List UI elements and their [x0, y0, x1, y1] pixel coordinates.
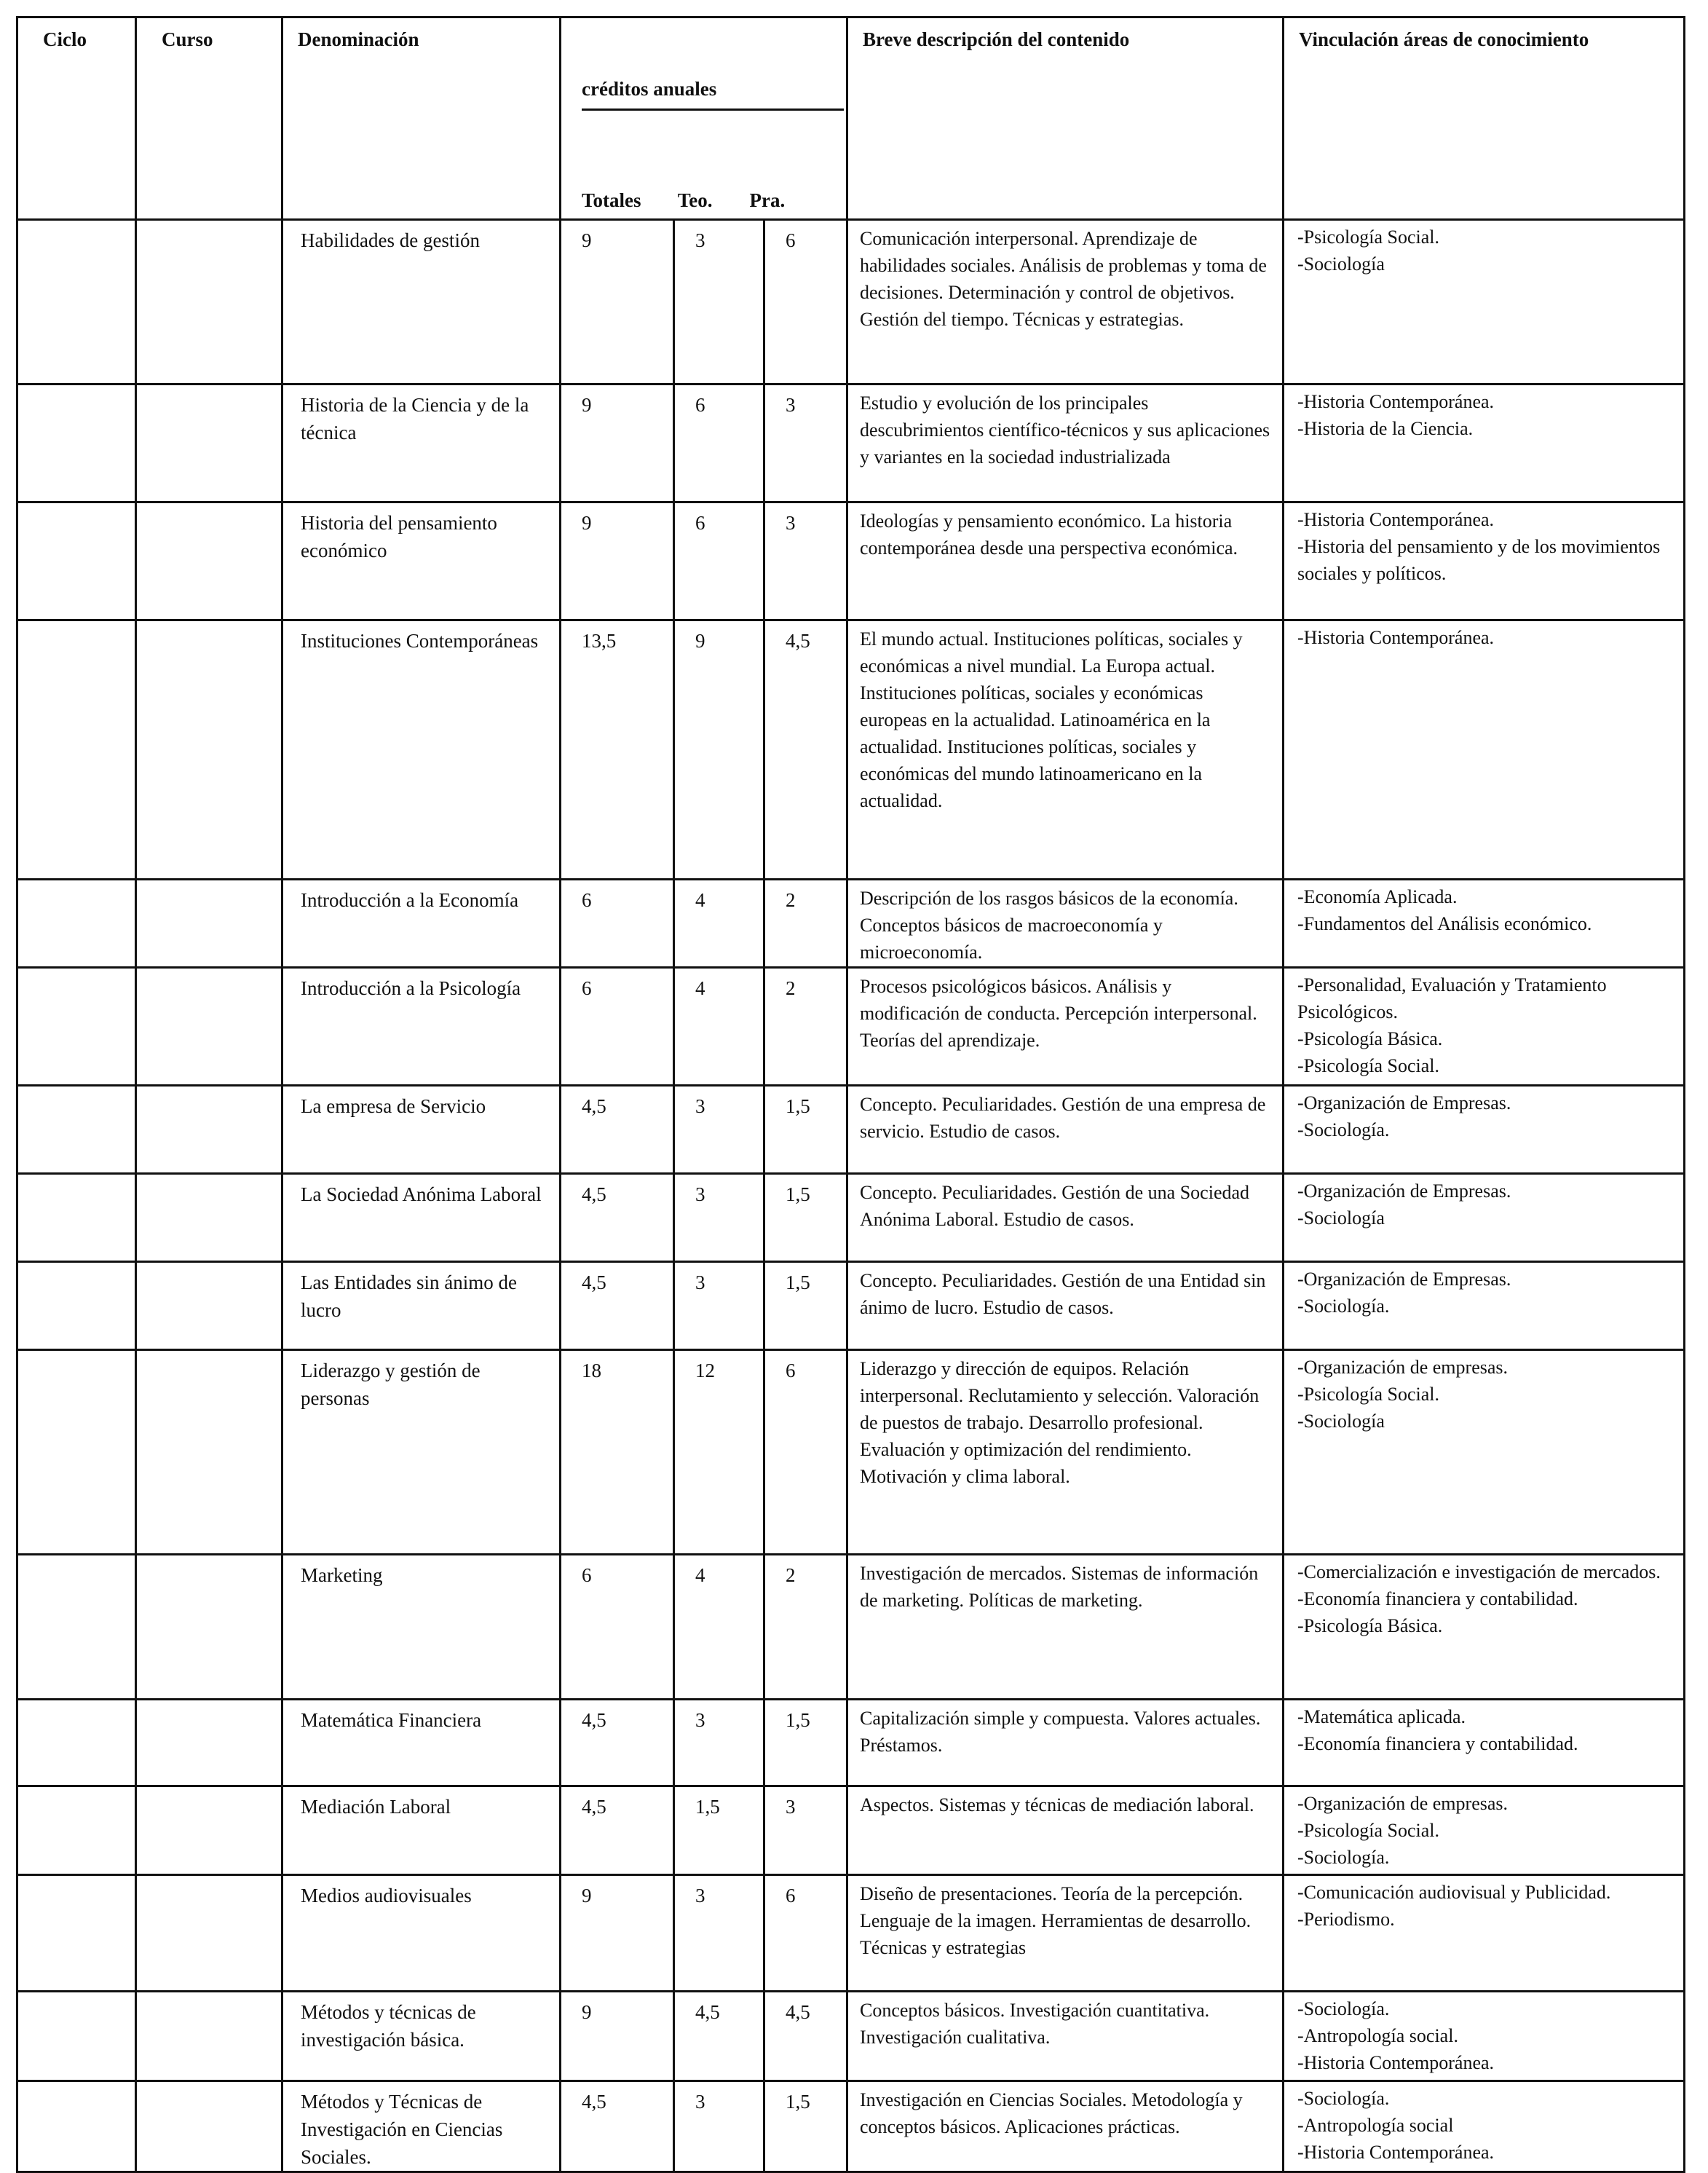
credits-pra: 1,5	[764, 1174, 847, 1262]
knowledge-areas	[1284, 880, 1685, 968]
ciclo-cell	[17, 880, 136, 968]
credits-pra: 1,5	[764, 1086, 847, 1174]
knowledge-area-item: -Personalidad, Evaluación y Tratamiento Psicológicos.	[1297, 974, 1607, 1022]
curso-cell	[136, 1350, 282, 1555]
subject-name: Métodos y Técnicas de Investigación en Ciencias Sociales.	[282, 2081, 561, 2172]
knowledge-areas	[1284, 1086, 1685, 1174]
credits-total: 9	[561, 1992, 674, 2081]
content-description: Concepto. Peculiaridades. Gestión de una Sociedad Anónima Laboral. Estudio de casos.	[847, 1174, 1284, 1262]
credits-total: 4,5	[561, 1174, 674, 1262]
content-description: Estudio y evolución de los principales descubrimientos científico-técnicos y sus aplicaciones y variantes en la sociedad industrializada	[847, 384, 1284, 502]
content-description: Capitalización simple y compuesta. Valores actuales. Préstamos.	[847, 1700, 1284, 1786]
credits-teo: 4	[674, 880, 764, 968]
subject-name: Las Entidades sin ánimo de lucro	[282, 1262, 561, 1350]
credits-teo: 3	[674, 1700, 764, 1786]
knowledge-area-item: -Psicología Social.	[1297, 226, 1439, 248]
knowledge-areas	[1284, 968, 1685, 1086]
subject-name: Introducción a la Psicología	[282, 968, 561, 1086]
table-row	[17, 1555, 1685, 1700]
knowledge-area-item: -Economía financiera y contabilidad.	[1297, 1588, 1578, 1609]
credits-teo: 3	[674, 1262, 764, 1350]
header-ciclo: Ciclo	[17, 17, 136, 220]
content-description: Concepto. Peculiaridades. Gestión de una empresa de servicio. Estudio de casos.	[847, 1086, 1284, 1174]
table-row	[17, 1786, 1685, 1875]
curso-cell	[136, 968, 282, 1086]
header-totales: Totales	[582, 189, 641, 211]
creditos-anuales-label: créditos anuales	[582, 75, 844, 111]
content-description: Descripción de los rasgos básicos de la economía. Conceptos básicos de macroeconomía y microeconomía.	[847, 880, 1284, 968]
knowledge-area-item: -Historia Contemporánea.	[1297, 2142, 1495, 2163]
curso-cell	[136, 1555, 282, 1700]
credits-pra: 3	[764, 384, 847, 502]
table-row	[17, 1875, 1685, 1992]
table-row	[17, 880, 1685, 968]
subject-name: Habilidades de gestión	[282, 220, 561, 384]
knowledge-areas	[1284, 1555, 1685, 1700]
content-description: Investigación en Ciencias Sociales. Metodología y conceptos básicos. Aplicaciones prácticas.	[847, 2081, 1284, 2172]
ciclo-cell	[17, 1350, 136, 1555]
content-description: Conceptos básicos. Investigación cuantitativa. Investigación cualitativa.	[847, 1992, 1284, 2081]
knowledge-areas	[1284, 220, 1685, 384]
credits-teo: 3	[674, 220, 764, 384]
credits-teo: 6	[674, 384, 764, 502]
knowledge-areas	[1284, 1875, 1685, 1992]
table-row	[17, 968, 1685, 1086]
curso-cell	[136, 220, 282, 384]
credits-teo: 4	[674, 1555, 764, 1700]
knowledge-area-item: -Historia del pensamiento y de los movimientos sociales y políticos.	[1297, 536, 1661, 584]
credits-teo: 4,5	[674, 1992, 764, 2081]
credits-total: 6	[561, 968, 674, 1086]
ciclo-cell	[17, 1786, 136, 1875]
ciclo-cell	[17, 1555, 136, 1700]
credits-pra: 1,5	[764, 1700, 847, 1786]
knowledge-area-item: -Sociología.	[1297, 1847, 1390, 1868]
header-creditos	[561, 17, 847, 220]
knowledge-area-item: -Historia Contemporánea.	[1297, 391, 1495, 412]
header-denominacion: Denominación	[282, 17, 561, 220]
subject-name: Métodos y técnicas de investigación básica.	[282, 1992, 561, 2081]
subject-name: Historia del pensamiento económico	[282, 502, 561, 620]
knowledge-area-item: -Organización de empresas.	[1297, 1793, 1509, 1814]
knowledge-area-item: -Historia de la Ciencia.	[1297, 418, 1474, 439]
credits-pra: 3	[764, 1786, 847, 1875]
subject-name: Marketing	[282, 1555, 561, 1700]
knowledge-areas	[1284, 1786, 1685, 1875]
credits-teo: 3	[674, 1174, 764, 1262]
knowledge-area-item: -Fundamentos del Análisis económico.	[1297, 913, 1592, 934]
ciclo-cell	[17, 1875, 136, 1992]
header-teo: Teo.	[677, 189, 713, 211]
ciclo-cell	[17, 2081, 136, 2172]
curso-cell	[136, 1786, 282, 1875]
curso-cell	[136, 880, 282, 968]
credits-total: 9	[561, 502, 674, 620]
curso-cell	[136, 1086, 282, 1174]
credits-pra: 6	[764, 1875, 847, 1992]
table-row	[17, 1992, 1685, 2081]
credits-total: 4,5	[561, 1700, 674, 1786]
credits-pra: 2	[764, 968, 847, 1086]
knowledge-area-item: -Psicología Básica.	[1297, 1028, 1443, 1049]
knowledge-area-item: -Antropología social	[1297, 2115, 1454, 2136]
credits-total: 13,5	[561, 620, 674, 880]
credits-total: 6	[561, 1555, 674, 1700]
credits-total: 18	[561, 1350, 674, 1555]
curso-cell	[136, 620, 282, 880]
credits-total: 4,5	[561, 1786, 674, 1875]
credits-pra: 2	[764, 880, 847, 968]
knowledge-area-item: -Comercialización e investigación de mercados.	[1297, 1561, 1661, 1582]
credits-total: 9	[561, 384, 674, 502]
credits-pra: 6	[764, 220, 847, 384]
header-pra: Pra.	[749, 189, 786, 211]
knowledge-area-item: -Organización de Empresas.	[1297, 1180, 1511, 1202]
knowledge-area-item: -Organización de Empresas.	[1297, 1269, 1511, 1290]
credits-teo: 3	[674, 2081, 764, 2172]
subject-name: Liderazgo y gestión de personas	[282, 1350, 561, 1555]
knowledge-area-item: -Psicología Básica.	[1297, 1615, 1443, 1636]
subject-name: Matemática Financiera	[282, 1700, 561, 1786]
content-description: Investigación de mercados. Sistemas de información de marketing. Políticas de marketing.	[847, 1555, 1284, 1700]
knowledge-areas	[1284, 1174, 1685, 1262]
knowledge-areas	[1284, 1262, 1685, 1350]
credits-pra: 4,5	[764, 1992, 847, 2081]
subject-name: La empresa de Servicio	[282, 1086, 561, 1174]
knowledge-areas	[1284, 502, 1685, 620]
knowledge-area-item: -Sociología.	[1297, 2088, 1390, 2109]
knowledge-area-item: -Antropología social.	[1297, 2025, 1458, 2046]
ciclo-cell	[17, 220, 136, 384]
credits-total: 4,5	[561, 1262, 674, 1350]
ciclo-cell	[17, 502, 136, 620]
credits-pra: 6	[764, 1350, 847, 1555]
credits-total: 4,5	[561, 2081, 674, 2172]
knowledge-area-item: -Historia Contemporánea.	[1297, 627, 1495, 648]
knowledge-area-item: -Economía financiera y contabilidad.	[1297, 1733, 1578, 1754]
content-description: Concepto. Peculiaridades. Gestión de una Entidad sin ánimo de lucro. Estudio de casos.	[847, 1262, 1284, 1350]
table-row	[17, 1700, 1685, 1786]
study-plan-page	[16, 16, 1683, 2168]
knowledge-areas	[1284, 1992, 1685, 2081]
ciclo-cell	[17, 1262, 136, 1350]
knowledge-area-item: -Sociología	[1297, 253, 1385, 275]
content-description: Comunicación interpersonal. Aprendizaje de habilidades sociales. Análisis de problemas y toma de decisiones. Determinación y control de objetivos. Gestión del tiempo. Técnicas y estrategias.	[847, 220, 1284, 384]
header-descripcion: Breve descripción del contenido	[847, 17, 1284, 220]
curso-cell	[136, 1700, 282, 1786]
knowledge-area-item: -Historia Contemporánea.	[1297, 2052, 1495, 2073]
knowledge-areas	[1284, 1350, 1685, 1555]
knowledge-area-item: -Psicología Social.	[1297, 1820, 1439, 1841]
knowledge-area-item: -Sociología.	[1297, 1998, 1390, 2019]
credits-pra: 1,5	[764, 2081, 847, 2172]
credits-pra: 4,5	[764, 620, 847, 880]
subject-name: Instituciones Contemporáneas	[282, 620, 561, 880]
ciclo-cell	[17, 1992, 136, 2081]
subject-name: La Sociedad Anónima Laboral	[282, 1174, 561, 1262]
content-description: El mundo actual. Instituciones políticas, sociales y económicas a nivel mundial. La Europa actual. Instituciones políticas, sociales y económicas europeas en la actualidad. Latinoamérica en la actualidad. Instituciones políticas, sociales y económicas del mundo latinoamericano en la actualidad.	[847, 620, 1284, 880]
content-description: Ideologías y pensamiento económico. La historia contemporánea desde una perspectiva económica.	[847, 502, 1284, 620]
content-description: Procesos psicológicos básicos. Análisis y modificación de conducta. Percepción interpersonal. Teorías del aprendizaje.	[847, 968, 1284, 1086]
curso-cell	[136, 2081, 282, 2172]
curso-cell	[136, 1992, 282, 2081]
knowledge-areas	[1284, 384, 1685, 502]
ciclo-cell	[17, 384, 136, 502]
curso-cell	[136, 1174, 282, 1262]
curso-cell	[136, 1262, 282, 1350]
subjects-table	[16, 16, 1685, 2173]
table-row	[17, 2081, 1685, 2172]
content-description: Aspectos. Sistemas y técnicas de mediación laboral.	[847, 1786, 1284, 1875]
table-row	[17, 1174, 1685, 1262]
knowledge-area-item: -Sociología	[1297, 1411, 1385, 1432]
table-row	[17, 502, 1685, 620]
knowledge-area-item: -Sociología	[1297, 1207, 1385, 1229]
table-row	[17, 620, 1685, 880]
knowledge-area-item: -Matemática aplicada.	[1297, 1706, 1466, 1727]
content-description: Liderazgo y dirección de equipos. Relación interpersonal. Reclutamiento y selección. Valoración de puestos de trabajo. Desarrollo profesional. Evaluación y optimización del rendimiento. Motivación y clima laboral.	[847, 1350, 1284, 1555]
knowledge-area-item: -Sociología.	[1297, 1295, 1390, 1317]
credits-pra: 2	[764, 1555, 847, 1700]
header-curso: Curso	[136, 17, 282, 220]
knowledge-area-item: -Organización de Empresas.	[1297, 1092, 1511, 1113]
knowledge-areas	[1284, 1700, 1685, 1786]
credits-pra: 3	[764, 502, 847, 620]
header-vinculacion: Vinculación áreas de conocimiento	[1284, 17, 1685, 220]
table-row	[17, 220, 1685, 384]
credits-teo: 12	[674, 1350, 764, 1555]
ciclo-cell	[17, 1086, 136, 1174]
curso-cell	[136, 1875, 282, 1992]
knowledge-area-item: -Periodismo.	[1297, 1909, 1395, 1930]
knowledge-areas	[1284, 620, 1685, 880]
ciclo-cell	[17, 1700, 136, 1786]
subject-name: Mediación Laboral	[282, 1786, 561, 1875]
table-row	[17, 384, 1685, 502]
ciclo-cell	[17, 1174, 136, 1262]
table-row	[17, 1350, 1685, 1555]
knowledge-areas	[1284, 2081, 1685, 2172]
knowledge-area-item: -Psicología Social.	[1297, 1055, 1439, 1076]
credits-teo: 6	[674, 502, 764, 620]
credits-total: 9	[561, 220, 674, 384]
credits-total: 9	[561, 1875, 674, 1992]
header-row	[17, 17, 1685, 220]
knowledge-area-item: -Psicología Social.	[1297, 1384, 1439, 1405]
content-description: Diseño de presentaciones. Teoría de la percepción. Lenguaje de la imagen. Herramientas de desarrollo. Técnicas y estrategias	[847, 1875, 1284, 1992]
curso-cell	[136, 384, 282, 502]
table-row	[17, 1086, 1685, 1174]
knowledge-area-item: -Organización de empresas.	[1297, 1357, 1509, 1378]
curso-cell	[136, 502, 282, 620]
credits-teo: 3	[674, 1086, 764, 1174]
subject-name: Historia de la Ciencia y de la técnica	[282, 384, 561, 502]
table-row	[17, 1262, 1685, 1350]
knowledge-area-item: -Economía Aplicada.	[1297, 886, 1458, 907]
knowledge-area-item: -Comunicación audiovisual y Publicidad.	[1297, 1882, 1611, 1903]
credits-teo: 3	[674, 1875, 764, 1992]
knowledge-area-item: -Sociología.	[1297, 1119, 1390, 1140]
credits-teo: 9	[674, 620, 764, 880]
credits-total: 6	[561, 880, 674, 968]
ciclo-cell	[17, 968, 136, 1086]
credits-teo: 4	[674, 968, 764, 1086]
knowledge-area-item: -Historia Contemporánea.	[1297, 509, 1495, 530]
credits-pra: 1,5	[764, 1262, 847, 1350]
ciclo-cell	[17, 620, 136, 880]
subject-name: Introducción a la Economía	[282, 880, 561, 968]
credits-total: 4,5	[561, 1086, 674, 1174]
subject-name: Medios audiovisuales	[282, 1875, 561, 1992]
credits-teo: 1,5	[674, 1786, 764, 1875]
